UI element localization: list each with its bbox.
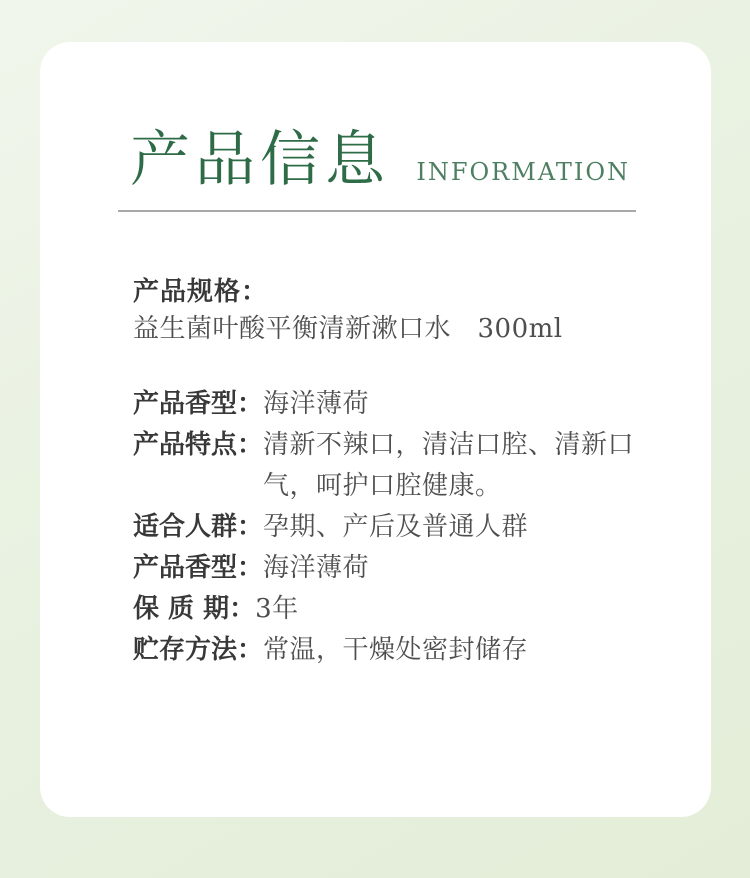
attribute-list xyxy=(133,384,675,671)
section-header xyxy=(40,42,711,195)
attribute-value: 海洋薄荷 xyxy=(263,553,370,583)
attribute-label: 产品香型： xyxy=(133,553,264,583)
attribute-row xyxy=(133,507,675,548)
product-details xyxy=(40,212,711,671)
attribute-row xyxy=(133,425,675,507)
attribute-label: 产品特点： xyxy=(133,430,264,460)
attribute-label: 适合人群： xyxy=(133,512,264,542)
attribute-value: 3年 xyxy=(255,594,299,624)
attribute-label: 保 质 期： xyxy=(133,594,256,624)
attribute-row xyxy=(133,548,675,589)
attribute-label: 贮存方法： xyxy=(133,635,264,665)
spec-value: 益生菌叶酸平衡清新漱口水 300ml xyxy=(133,314,563,344)
attribute-row xyxy=(133,384,675,425)
spec-section xyxy=(133,274,675,348)
product-info-card xyxy=(40,42,711,817)
page-subtitle: INFORMATION xyxy=(416,158,630,186)
attribute-value: 孕期、产后及普通人群 xyxy=(263,512,529,542)
attribute-label: 产品香型： xyxy=(133,389,264,419)
attribute-value: 清新不辣口，清洁口腔、清新口气，呵护口腔健康。 xyxy=(263,430,635,501)
attribute-value: 常温，干燥处密封储存 xyxy=(263,635,529,665)
attribute-row xyxy=(133,589,675,630)
attribute-value: 海洋薄荷 xyxy=(263,389,370,419)
spec-label: 产品规格： xyxy=(133,277,269,307)
page-title: 产品信息 xyxy=(130,125,390,195)
attribute-row xyxy=(133,630,675,671)
